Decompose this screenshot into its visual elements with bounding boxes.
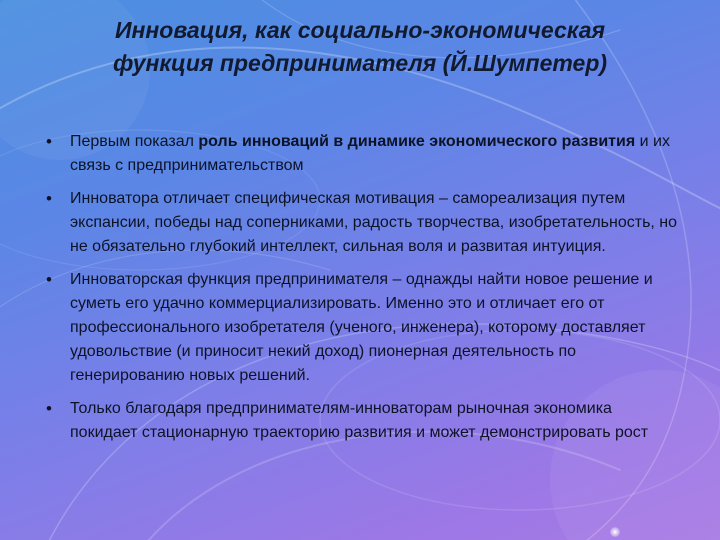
bullet-item: [40, 130, 680, 178]
bullet-text: Инноватора отличает специфическая мотивация – самореализация путем экспансии, победы над соперниками, радость творчества, изобретательность, но не обязательно глубокий интеллект, сильная воля и развитая интуиция.: [70, 190, 678, 255]
bullet-text: Инноваторская функция предпринимателя – однажды найти новое решение и суметь его удачно коммерциализировать. Именно это и отличает его от профессионального изобретателя (ученого, инженера), которому доставляет удовольствие (и приносит некий доход) пионерная деятельность по генерированию новых решений.: [70, 271, 653, 384]
bullet-dot-icon: •: [46, 399, 52, 418]
bullet-text-normal: Первым показал: [70, 133, 199, 150]
bullet-text: Только благодаря предпринимателям-инноваторам рыночная экономика покидает стационарную траекторию развития и может демонстрировать рост: [70, 400, 649, 441]
bullet-text-bold: роль инноваций в динамике экономического развития: [198, 133, 636, 150]
bullet-dot-icon: •: [46, 189, 52, 208]
bullet-dot-icon: •: [46, 132, 52, 151]
bullet-list: [40, 130, 680, 454]
bullet-dot-icon: •: [46, 270, 52, 289]
decorative-sparkle: [610, 527, 620, 537]
bullet-text: [70, 130, 680, 178]
slide-title: [40, 14, 680, 80]
bullet-text-normal: и их связь с предпринимательством: [70, 133, 670, 174]
slide-title-line-1: Инновация, как социально-экономическая: [114, 17, 606, 43]
bullet-item: [40, 187, 680, 259]
bullet-item: [40, 268, 680, 388]
bullet-item: [40, 397, 680, 445]
slide-title-line-2: функция предпринимателя (Й.Шумпетер): [112, 50, 608, 76]
